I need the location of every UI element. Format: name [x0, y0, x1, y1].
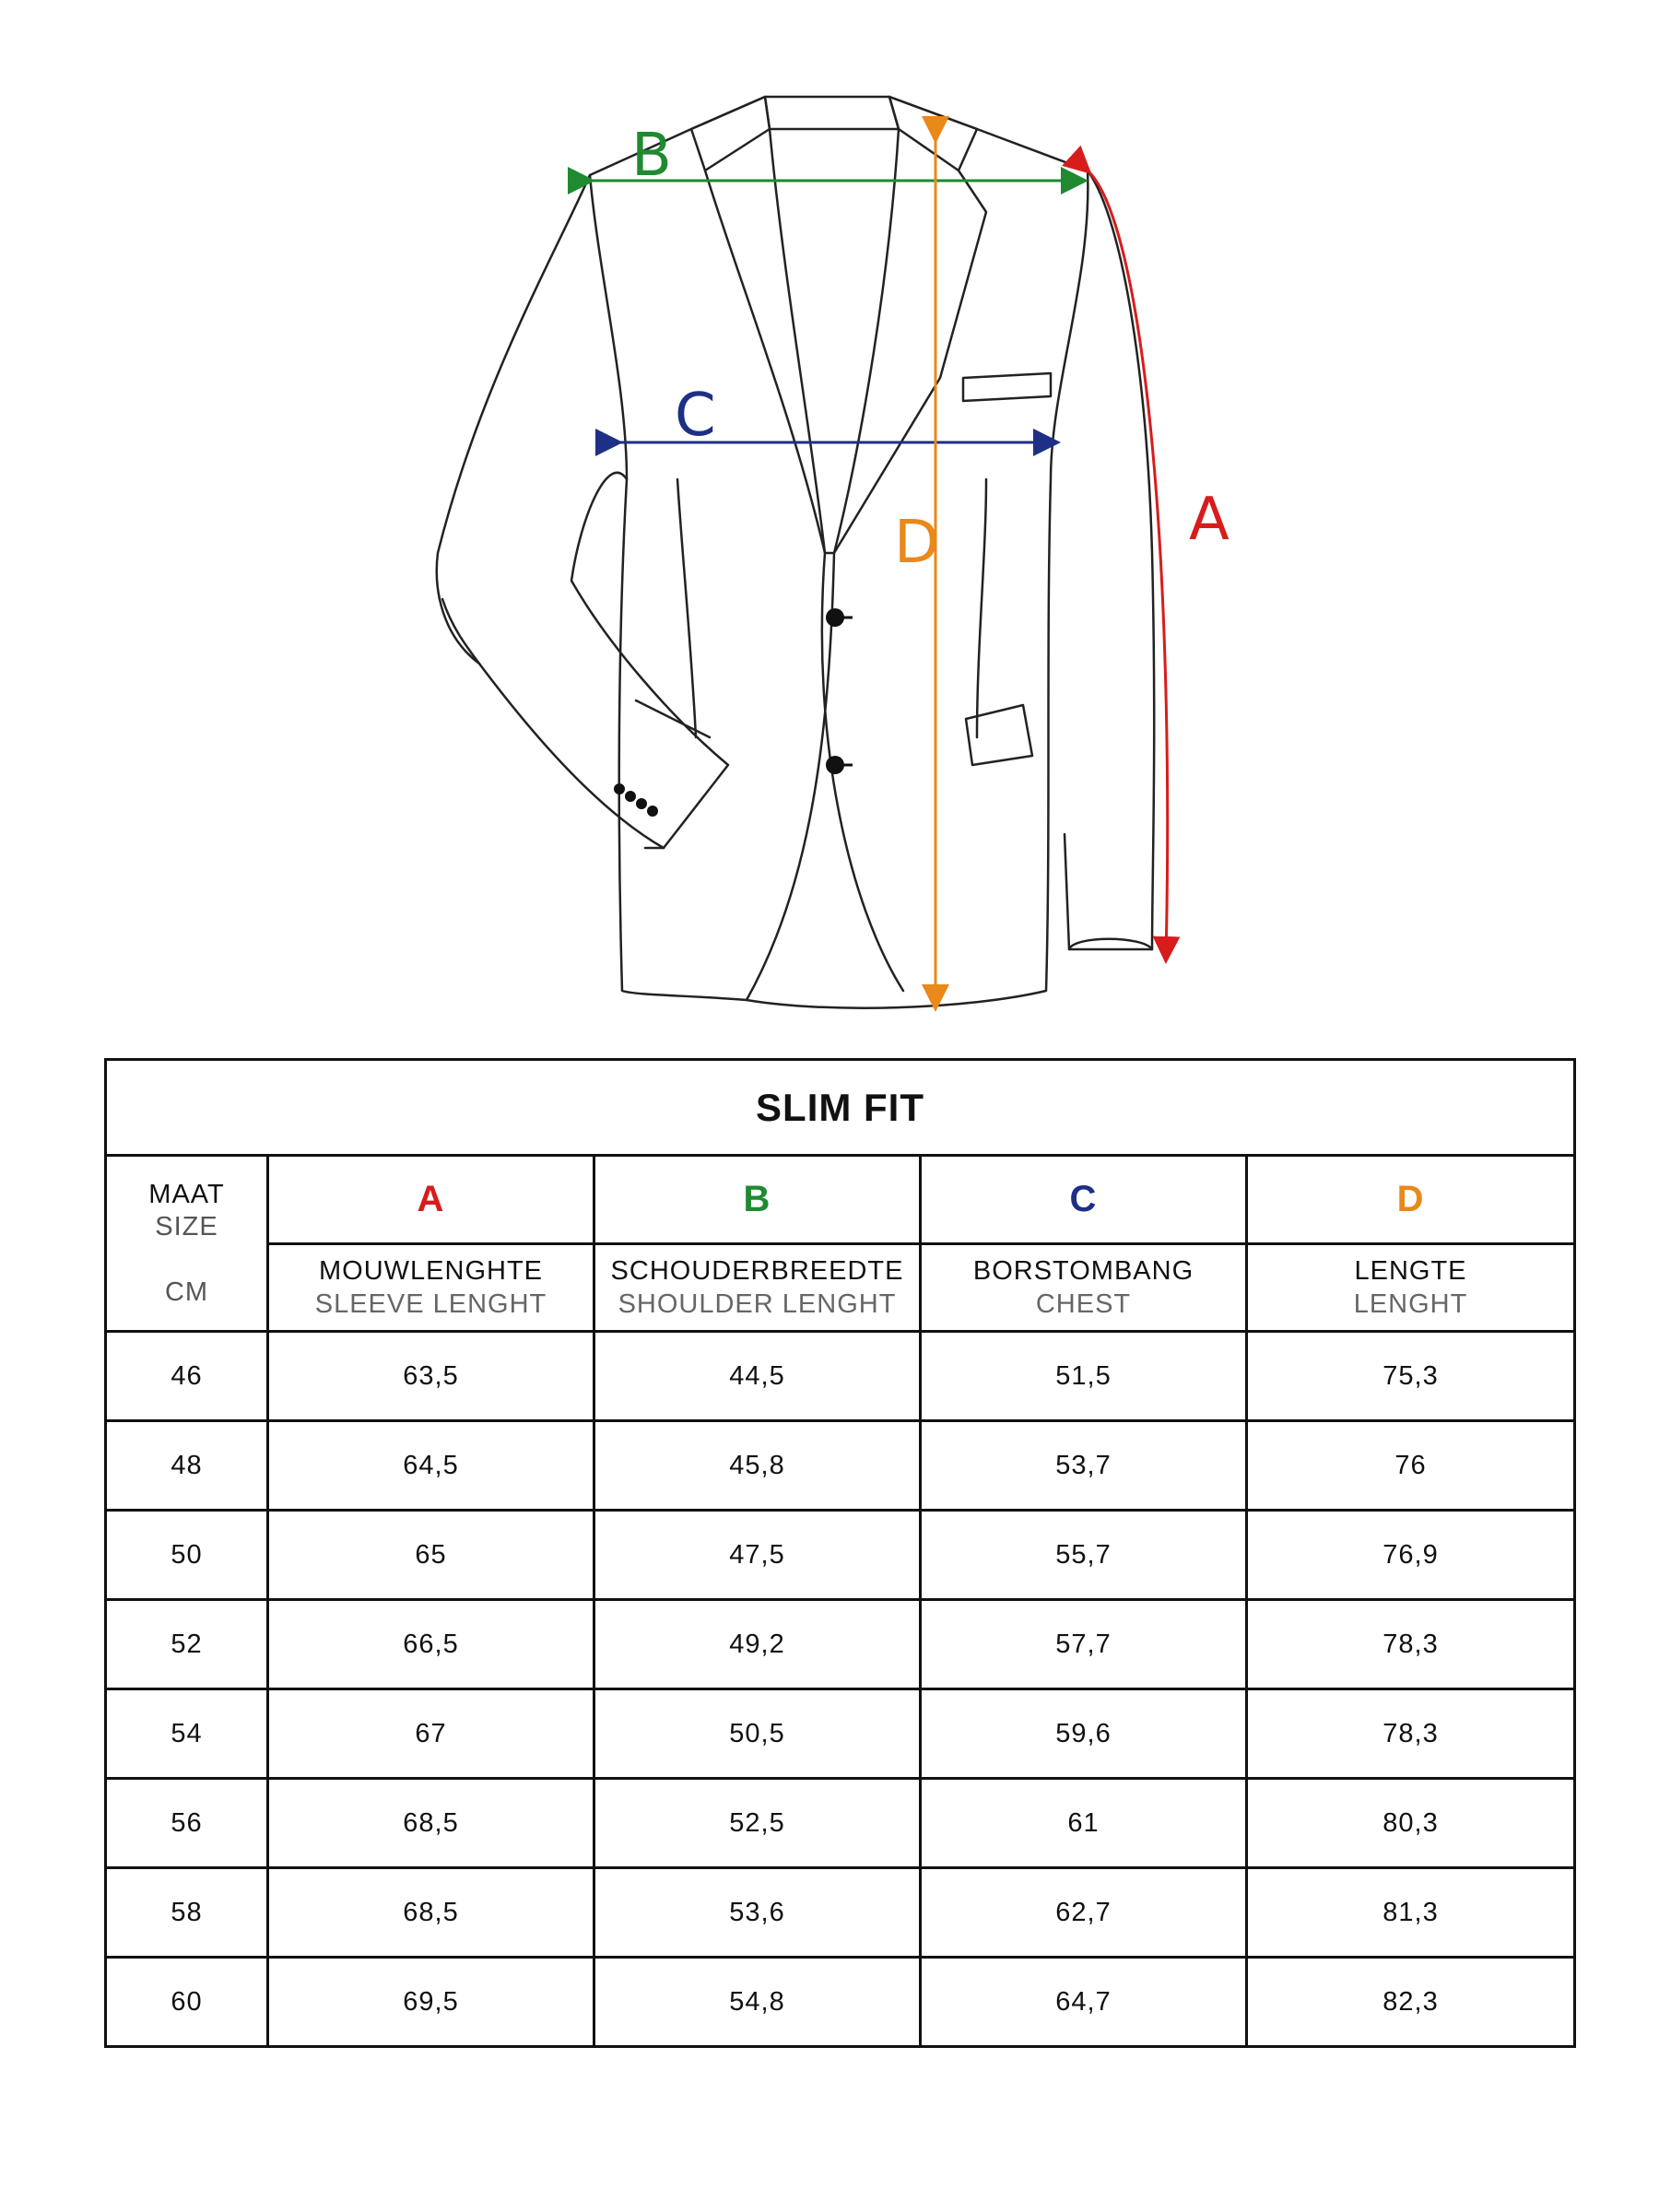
cell-b: 47,5 [594, 1511, 921, 1600]
cell-d: 78,3 [1247, 1689, 1575, 1779]
cell-d: 80,3 [1247, 1779, 1575, 1868]
cell-size: 56 [106, 1779, 268, 1868]
cell-d: 78,3 [1247, 1600, 1575, 1689]
cell-d: 81,3 [1247, 1868, 1575, 1958]
column-letter-b: B [594, 1156, 921, 1244]
cell-size: 48 [106, 1421, 268, 1511]
jacket-outline [437, 97, 1154, 1008]
column-header-nl: MOUWLENGHTE [319, 1256, 543, 1286]
column-letter-c: C [921, 1156, 1247, 1244]
table-row [106, 1511, 1575, 1600]
column-header-chest [921, 1244, 1247, 1332]
column-letter-d: D [1247, 1156, 1575, 1244]
column-letter-a: A [268, 1156, 594, 1244]
measure-c-label: C [675, 382, 716, 450]
cell-b: 44,5 [594, 1332, 921, 1421]
cell-a: 66,5 [268, 1600, 594, 1689]
table-row [106, 1689, 1575, 1779]
cell-c: 55,7 [921, 1511, 1247, 1600]
column-header-en: SLEEVE LENGHT [314, 1289, 547, 1319]
cell-a: 68,5 [268, 1868, 594, 1958]
cell-c: 62,7 [921, 1868, 1247, 1958]
cell-size: 60 [106, 1958, 268, 2047]
column-header-en: LENGHT [1353, 1289, 1468, 1319]
column-header-sleeve [268, 1244, 594, 1332]
column-header-nl: LENGTE [1354, 1256, 1467, 1286]
measure-d-label: D [894, 509, 940, 577]
column-header-nl: BORSTOMBANG [972, 1256, 1194, 1286]
column-header-nl: SCHOUDERBREEDTE [610, 1256, 904, 1286]
cell-c: 61 [921, 1779, 1247, 1868]
size-chart-table [104, 1058, 1576, 2048]
table-row [106, 1958, 1575, 2047]
cell-size: 58 [106, 1868, 268, 1958]
cell-a: 63,5 [268, 1332, 594, 1421]
cell-c: 57,7 [921, 1600, 1247, 1689]
cell-b: 50,5 [594, 1689, 921, 1779]
table-row [106, 1421, 1575, 1511]
cell-a: 67 [268, 1689, 594, 1779]
cell-b: 54,8 [594, 1958, 921, 2047]
cell-c: 53,7 [921, 1421, 1247, 1511]
cell-c: 51,5 [921, 1332, 1247, 1421]
cell-size: 52 [106, 1600, 268, 1689]
table-row [106, 1600, 1575, 1689]
column-header-length [1247, 1244, 1575, 1332]
cell-a: 69,5 [268, 1958, 594, 2047]
cell-c: 59,6 [921, 1689, 1247, 1779]
cell-d: 75,3 [1247, 1332, 1575, 1421]
cell-size: 46 [106, 1332, 268, 1421]
cell-b: 52,5 [594, 1779, 921, 1868]
table-row [106, 1332, 1575, 1421]
column-header-en: CHEST [1035, 1289, 1132, 1319]
cell-size: 50 [106, 1511, 268, 1600]
cell-b: 49,2 [594, 1600, 921, 1689]
table-row [106, 1779, 1575, 1868]
measure-a-label: A [1189, 486, 1230, 554]
size-header-nl: MAAT [148, 1179, 225, 1209]
cell-a: 68,5 [268, 1779, 594, 1868]
cell-b: 53,6 [594, 1868, 921, 1958]
cell-d: 76,9 [1247, 1511, 1575, 1600]
cell-d: 82,3 [1247, 1958, 1575, 2047]
table-title: SLIM FIT [106, 1060, 1575, 1156]
cell-size: 54 [106, 1689, 268, 1779]
cell-b: 45,8 [594, 1421, 921, 1511]
size-header [106, 1156, 268, 1332]
measure-b-label: B [631, 122, 672, 190]
column-header-en: SHOULDER LENGHT [618, 1289, 897, 1319]
size-header-unit: CM [164, 1277, 209, 1307]
cell-c: 64,7 [921, 1958, 1247, 2047]
table-row [106, 1868, 1575, 1958]
cell-a: 65 [268, 1511, 594, 1600]
jacket-measurement-diagram [0, 0, 1659, 1032]
cell-a: 64,5 [268, 1421, 594, 1511]
size-header-en: SIZE [155, 1211, 218, 1241]
column-header-shoulder [594, 1244, 921, 1332]
cell-d: 76 [1247, 1421, 1575, 1511]
